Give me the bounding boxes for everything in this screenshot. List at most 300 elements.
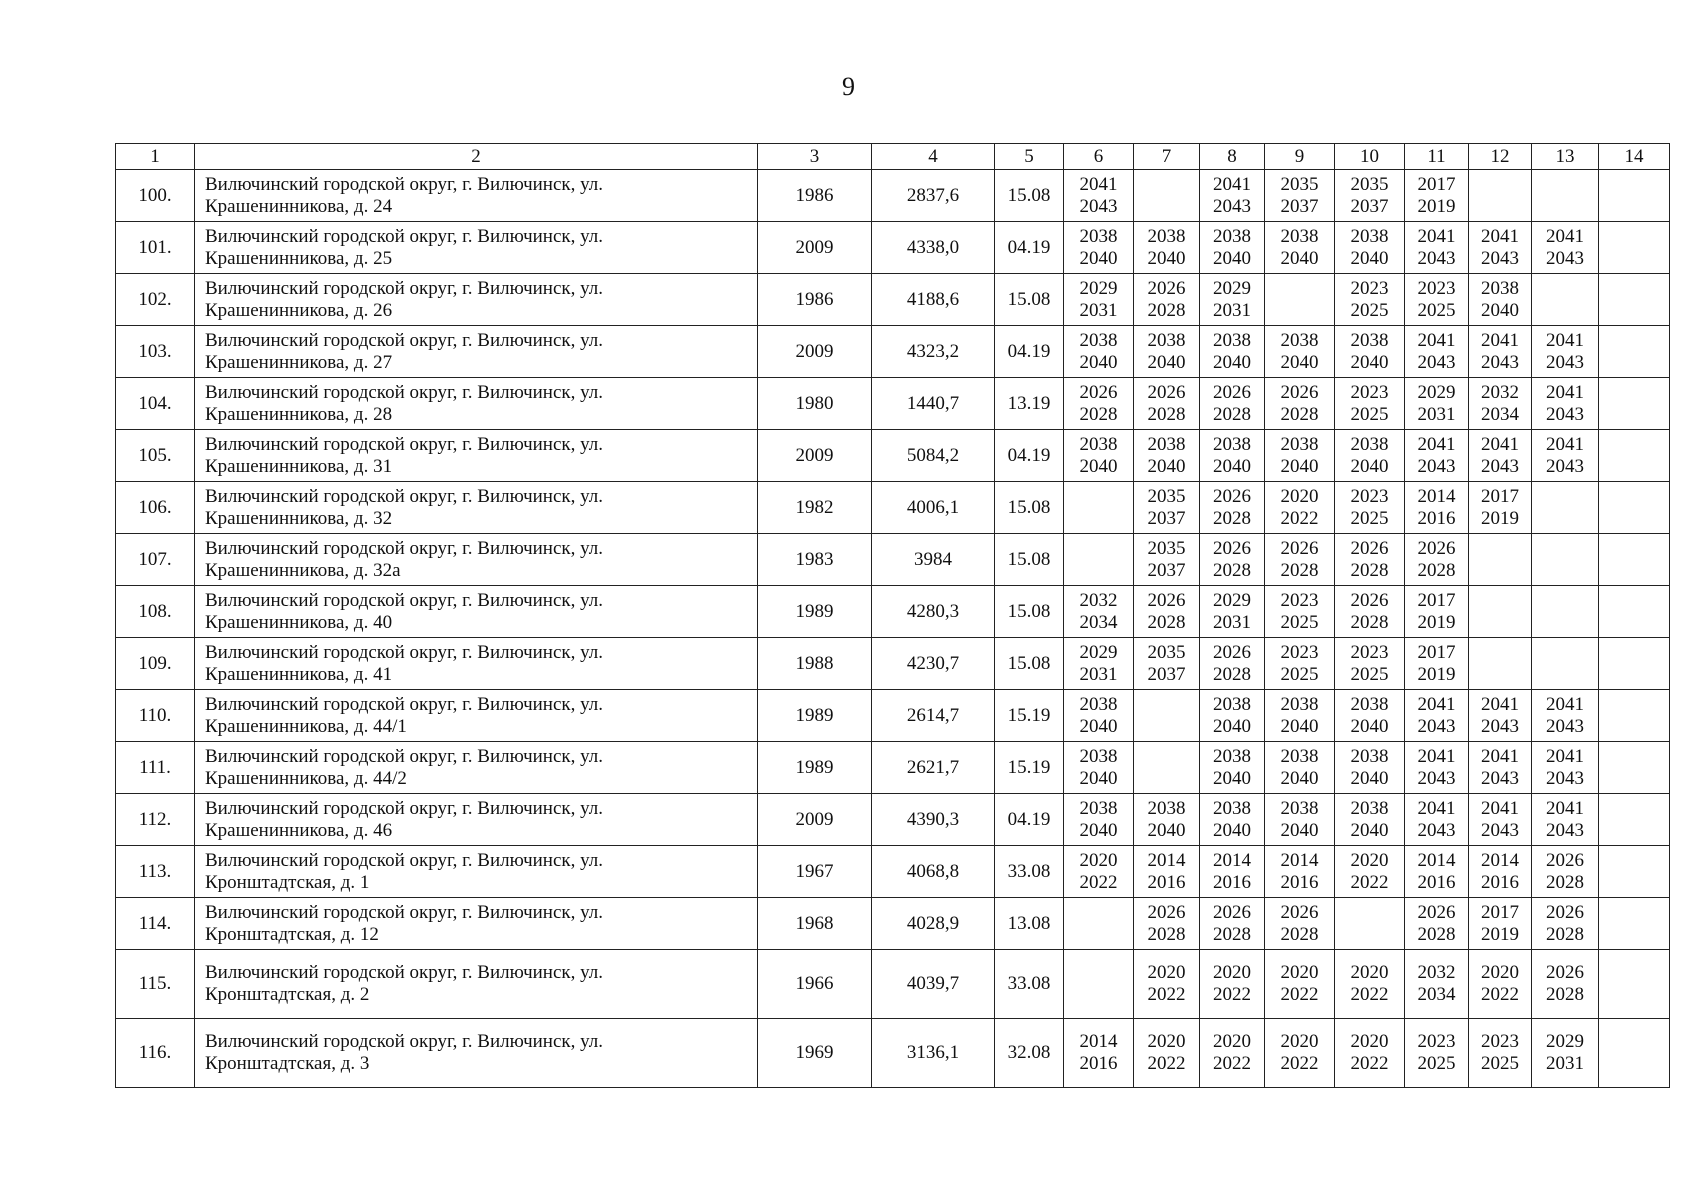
- period-year: 2025: [1280, 611, 1319, 633]
- period-cell: [1064, 482, 1134, 534]
- period-year: 2040: [1350, 247, 1389, 269]
- period-year: 2043: [1481, 351, 1519, 373]
- address-line: Вилючинский городской округ, г. Вилючинск, ул.: [205, 225, 604, 247]
- table-row: [116, 638, 1670, 690]
- period-cell: [1335, 742, 1405, 794]
- period-year: 2038: [1079, 329, 1118, 351]
- period-cell: [1200, 170, 1265, 222]
- area-cell: 5084,2: [872, 430, 995, 482]
- address-line: Крашенинникова, д. 26: [205, 299, 393, 321]
- period-year: 2040: [1213, 767, 1251, 789]
- period-cell: [1599, 742, 1670, 794]
- year-cell: 2009: [758, 794, 872, 846]
- page-number: 9: [842, 72, 855, 101]
- period-year: 2038: [1213, 797, 1251, 819]
- row-number-cell: 109.: [116, 638, 195, 690]
- period-cell: [1064, 170, 1134, 222]
- period-cell: [1405, 170, 1469, 222]
- period-year: 2034: [1417, 984, 1456, 1005]
- address-cell: [195, 742, 758, 794]
- period-year: 2041: [1546, 225, 1584, 247]
- period-year: 2040: [1147, 247, 1186, 269]
- year-cell: 1966: [758, 950, 872, 1019]
- address-cell: [195, 586, 758, 638]
- code-cell: 15.08: [995, 534, 1064, 586]
- period-year: 2043: [1481, 767, 1519, 789]
- period-year: 2016: [1417, 871, 1456, 893]
- period-cell: [1335, 378, 1405, 430]
- period-year: 2031: [1213, 611, 1251, 633]
- period-cell: [1469, 690, 1532, 742]
- period-cell: [1064, 586, 1134, 638]
- period-cell: [1405, 638, 1469, 690]
- period-year: 2026: [1147, 589, 1186, 611]
- table-row: [116, 586, 1670, 638]
- area-cell: 4338,0: [872, 222, 995, 274]
- period-year: 2041: [1481, 693, 1519, 715]
- period-year: 2038: [1147, 225, 1186, 247]
- period-cell: [1200, 690, 1265, 742]
- period-cell: [1200, 586, 1265, 638]
- period-year: 2028: [1417, 923, 1456, 945]
- period-year: 2043: [1417, 247, 1456, 269]
- period-year: 2043: [1546, 819, 1584, 841]
- period-cell: [1599, 638, 1670, 690]
- period-cell: [1134, 482, 1200, 534]
- period-cell: [1469, 586, 1532, 638]
- period-year: 2038: [1213, 329, 1251, 351]
- period-year: 2031: [1079, 663, 1118, 685]
- period-year: 2041: [1417, 433, 1456, 455]
- period-cell: [1469, 274, 1532, 326]
- period-cell: [1064, 222, 1134, 274]
- year-cell: 1982: [758, 482, 872, 534]
- address-cell: [195, 1019, 758, 1088]
- period-year: 2038: [1280, 329, 1319, 351]
- period-cell: [1469, 482, 1532, 534]
- period-year: 2023: [1481, 1031, 1519, 1052]
- address-line: Вилючинский городской округ, г. Вилючинск, ул.: [205, 537, 604, 559]
- period-cell: [1405, 378, 1469, 430]
- period-year: 2040: [1079, 351, 1118, 373]
- table-row: [116, 326, 1670, 378]
- address-line: Кронштадтская, д. 2: [205, 984, 370, 1005]
- period-year: 2020: [1280, 1031, 1319, 1052]
- code-cell: 15.08: [995, 274, 1064, 326]
- period-cell: [1064, 742, 1134, 794]
- code-cell: 15.19: [995, 690, 1064, 742]
- column-header: 12: [1469, 144, 1532, 170]
- period-cell: [1335, 534, 1405, 586]
- period-year: 2040: [1147, 455, 1186, 477]
- period-cell: [1599, 430, 1670, 482]
- period-cell: [1335, 274, 1405, 326]
- period-year: 2026: [1147, 381, 1186, 403]
- column-header: 3: [758, 144, 872, 170]
- period-year: 2028: [1546, 923, 1584, 945]
- period-year: 2041: [1417, 693, 1456, 715]
- period-year: 2022: [1079, 871, 1118, 893]
- year-cell: 1989: [758, 742, 872, 794]
- address-cell: [195, 638, 758, 690]
- period-year: 2025: [1350, 403, 1389, 425]
- period-cell: [1134, 170, 1200, 222]
- period-year: 2029: [1213, 277, 1251, 299]
- table-row: [116, 898, 1670, 950]
- period-cell: [1335, 1019, 1405, 1088]
- period-year: 2022: [1280, 984, 1319, 1005]
- period-year: 2026: [1213, 901, 1251, 923]
- period-cell: [1064, 1019, 1134, 1088]
- address-cell: [195, 950, 758, 1019]
- period-year: 2040: [1213, 715, 1251, 737]
- period-year: 2032: [1481, 381, 1519, 403]
- period-cell: [1335, 222, 1405, 274]
- period-cell: [1064, 326, 1134, 378]
- code-cell: 04.19: [995, 430, 1064, 482]
- period-year: 2026: [1280, 901, 1319, 923]
- period-year: 2041: [1546, 797, 1584, 819]
- row-number-cell: 116.: [116, 1019, 195, 1088]
- period-cell: [1064, 898, 1134, 950]
- period-cell: [1335, 482, 1405, 534]
- period-cell: [1405, 846, 1469, 898]
- table-row: [116, 534, 1670, 586]
- address-line: Крашенинникова, д. 27: [205, 351, 393, 373]
- period-year: 2014: [1213, 849, 1251, 871]
- address-line: Вилючинский городской округ, г. Вилючинск, ул.: [205, 589, 604, 611]
- period-year: 2038: [1280, 225, 1319, 247]
- period-year: 2038: [1079, 745, 1118, 767]
- period-year: 2023: [1280, 589, 1319, 611]
- period-year: 2041: [1546, 381, 1584, 403]
- period-cell: [1134, 742, 1200, 794]
- period-year: 2020: [1147, 1031, 1186, 1052]
- period-cell: [1335, 898, 1405, 950]
- area-cell: 4068,8: [872, 846, 995, 898]
- period-year: 2040: [1079, 247, 1118, 269]
- period-year: 2040: [1350, 455, 1389, 477]
- area-cell: 4028,9: [872, 898, 995, 950]
- address-cell: [195, 222, 758, 274]
- table-row: [116, 846, 1670, 898]
- period-cell: [1134, 378, 1200, 430]
- period-year: 2017: [1417, 173, 1456, 195]
- period-cell: [1200, 430, 1265, 482]
- area-cell: 4039,7: [872, 950, 995, 1019]
- code-cell: 33.08: [995, 950, 1064, 1019]
- period-year: 2019: [1481, 923, 1519, 945]
- period-cell: [1134, 326, 1200, 378]
- address-cell: [195, 794, 758, 846]
- address-line: Крашенинникова, д. 25: [205, 247, 393, 269]
- period-cell: [1064, 846, 1134, 898]
- address-line: Кронштадтская, д. 3: [205, 1053, 370, 1074]
- address-line: Вилючинский городской округ, г. Вилючинск, ул.: [205, 433, 604, 455]
- period-cell: [1532, 846, 1599, 898]
- period-cell: [1599, 222, 1670, 274]
- code-cell: 15.08: [995, 170, 1064, 222]
- period-year: 2028: [1147, 611, 1186, 633]
- address-line: Кронштадтская, д. 12: [205, 923, 379, 945]
- period-year: 2037: [1350, 195, 1389, 217]
- period-cell: [1200, 742, 1265, 794]
- period-year: 2026: [1079, 381, 1118, 403]
- period-cell: [1405, 534, 1469, 586]
- period-year: 2026: [1280, 381, 1319, 403]
- period-year: 2038: [1079, 433, 1118, 455]
- period-cell: [1469, 638, 1532, 690]
- period-year: 2041: [1417, 329, 1456, 351]
- period-year: 2028: [1147, 299, 1186, 321]
- period-year: 2025: [1350, 507, 1389, 529]
- period-cell: [1134, 898, 1200, 950]
- period-year: 2040: [1280, 455, 1319, 477]
- period-cell: [1469, 794, 1532, 846]
- period-cell: [1599, 326, 1670, 378]
- column-header: 13: [1532, 144, 1599, 170]
- row-number-cell: 111.: [116, 742, 195, 794]
- period-year: 2043: [1417, 351, 1456, 373]
- period-cell: [1469, 950, 1532, 1019]
- period-year: 2040: [1147, 819, 1186, 841]
- column-header: 5: [995, 144, 1064, 170]
- period-year: 2035: [1350, 173, 1389, 195]
- period-cell: [1134, 638, 1200, 690]
- period-year: 2023: [1280, 641, 1319, 663]
- period-cell: [1064, 274, 1134, 326]
- column-header: 6: [1064, 144, 1134, 170]
- period-year: 2040: [1280, 819, 1319, 841]
- period-year: 2043: [1213, 195, 1251, 217]
- period-year: 2040: [1280, 767, 1319, 789]
- register-table: [115, 143, 1670, 1088]
- period-year: 2038: [1147, 433, 1186, 455]
- period-year: 2034: [1079, 611, 1118, 633]
- column-header: 9: [1265, 144, 1335, 170]
- period-cell: [1335, 170, 1405, 222]
- period-year: 2020: [1350, 962, 1389, 983]
- table-row: [116, 950, 1670, 1019]
- column-header: 1: [116, 144, 195, 170]
- period-cell: [1265, 898, 1335, 950]
- table-row: [116, 430, 1670, 482]
- period-cell: [1532, 950, 1599, 1019]
- address-line: Крашенинникова, д. 40: [205, 611, 393, 633]
- period-year: 2038: [1213, 225, 1251, 247]
- period-cell: [1532, 274, 1599, 326]
- period-year: 2029: [1079, 641, 1118, 663]
- period-year: 2025: [1280, 663, 1319, 685]
- period-cell: [1265, 690, 1335, 742]
- period-cell: [1335, 690, 1405, 742]
- area-cell: 3984: [872, 534, 995, 586]
- period-year: 2020: [1280, 485, 1319, 507]
- period-cell: [1405, 950, 1469, 1019]
- period-year: 2032: [1079, 589, 1118, 611]
- period-year: 2020: [1079, 849, 1118, 871]
- period-year: 2040: [1079, 819, 1118, 841]
- period-year: 2029: [1079, 277, 1118, 299]
- year-cell: 1969: [758, 1019, 872, 1088]
- address-line: Вилючинский городской округ, г. Вилючинск, ул.: [205, 485, 604, 507]
- row-number-cell: 101.: [116, 222, 195, 274]
- period-cell: [1265, 846, 1335, 898]
- address-line: Вилючинский городской округ, г. Вилючинск, ул.: [205, 277, 604, 299]
- period-cell: [1469, 534, 1532, 586]
- period-year: 2028: [1350, 559, 1389, 581]
- table-row: [116, 222, 1670, 274]
- column-header: 2: [195, 144, 758, 170]
- period-year: 2028: [1546, 984, 1584, 1005]
- period-cell: [1265, 534, 1335, 586]
- period-cell: [1265, 170, 1335, 222]
- period-year: 2025: [1350, 299, 1389, 321]
- row-number-cell: 113.: [116, 846, 195, 898]
- address-cell: [195, 170, 758, 222]
- period-cell: [1405, 274, 1469, 326]
- address-line: Крашенинникова, д. 31: [205, 455, 393, 477]
- period-year: 2028: [1147, 403, 1186, 425]
- period-cell: [1405, 1019, 1469, 1088]
- period-year: 2040: [1280, 351, 1319, 373]
- period-cell: [1200, 534, 1265, 586]
- period-cell: [1064, 638, 1134, 690]
- period-year: 2022: [1481, 984, 1519, 1005]
- period-cell: [1532, 586, 1599, 638]
- period-cell: [1134, 690, 1200, 742]
- period-year: 2043: [1417, 715, 1456, 737]
- period-cell: [1064, 690, 1134, 742]
- period-year: 2026: [1417, 901, 1456, 923]
- period-year: 2019: [1417, 663, 1456, 685]
- area-cell: 3136,1: [872, 1019, 995, 1088]
- period-year: 2038: [1350, 225, 1389, 247]
- period-year: 2035: [1147, 485, 1186, 507]
- period-year: 2032: [1417, 962, 1456, 983]
- period-cell: [1532, 430, 1599, 482]
- period-year: 2043: [1546, 403, 1584, 425]
- period-year: 2035: [1280, 173, 1319, 195]
- period-year: 2037: [1280, 195, 1319, 217]
- period-cell: [1599, 1019, 1670, 1088]
- period-year: 2040: [1350, 351, 1389, 373]
- period-year: 2041: [1213, 173, 1251, 195]
- period-year: 2038: [1280, 433, 1319, 455]
- period-year: 2028: [1546, 871, 1584, 893]
- period-year: 2040: [1350, 819, 1389, 841]
- period-year: 2028: [1213, 663, 1251, 685]
- period-cell: [1532, 222, 1599, 274]
- period-year: 2020: [1350, 1031, 1389, 1052]
- table-row: [116, 1019, 1670, 1088]
- address-cell: [195, 378, 758, 430]
- period-year: 2014: [1147, 849, 1186, 871]
- period-year: 2020: [1213, 962, 1251, 983]
- period-cell: [1469, 222, 1532, 274]
- period-year: 2016: [1213, 871, 1251, 893]
- address-line: Вилючинский городской округ, г. Вилючинск, ул.: [205, 329, 604, 351]
- column-header: 14: [1599, 144, 1670, 170]
- period-year: 2037: [1147, 663, 1186, 685]
- address-line: Вилючинский городской округ, г. Вилючинск, ул.: [205, 849, 604, 871]
- period-cell: [1532, 690, 1599, 742]
- period-year: 2017: [1417, 589, 1456, 611]
- period-year: 2031: [1546, 1053, 1584, 1074]
- period-year: 2022: [1213, 1053, 1251, 1074]
- period-year: 2038: [1481, 277, 1519, 299]
- period-cell: [1265, 430, 1335, 482]
- column-header: 10: [1335, 144, 1405, 170]
- period-year: 2040: [1280, 247, 1319, 269]
- period-year: 2019: [1417, 195, 1456, 217]
- period-year: 2038: [1350, 693, 1389, 715]
- address-cell: [195, 482, 758, 534]
- period-year: 2040: [1350, 715, 1389, 737]
- period-year: 2041: [1079, 173, 1118, 195]
- period-year: 2025: [1481, 1053, 1519, 1074]
- period-year: 2023: [1417, 277, 1456, 299]
- code-cell: 13.08: [995, 898, 1064, 950]
- period-cell: [1335, 846, 1405, 898]
- period-year: 2025: [1350, 663, 1389, 685]
- period-cell: [1532, 326, 1599, 378]
- period-cell: [1599, 794, 1670, 846]
- address-cell: [195, 430, 758, 482]
- period-year: 2043: [1417, 767, 1456, 789]
- address-line: Крашенинникова, д. 44/2: [205, 767, 407, 789]
- period-year: 2040: [1213, 819, 1251, 841]
- address-cell: [195, 690, 758, 742]
- address-line: Вилючинский городской округ, г. Вилючинск, ул.: [205, 745, 604, 767]
- period-cell: [1405, 898, 1469, 950]
- row-number-cell: 102.: [116, 274, 195, 326]
- period-year: 2020: [1350, 849, 1389, 871]
- period-cell: [1335, 326, 1405, 378]
- year-cell: 1986: [758, 170, 872, 222]
- code-cell: 04.19: [995, 222, 1064, 274]
- period-year: 2043: [1481, 247, 1519, 269]
- period-cell: [1134, 794, 1200, 846]
- address-line: Вилючинский городской округ, г. Вилючинск, ул.: [205, 693, 604, 715]
- period-year: 2023: [1417, 1031, 1456, 1052]
- period-cell: [1469, 1019, 1532, 1088]
- period-year: 2038: [1079, 225, 1118, 247]
- period-cell: [1532, 1019, 1599, 1088]
- period-year: 2038: [1079, 693, 1118, 715]
- address-line: Крашенинникова, д. 32а: [205, 559, 401, 581]
- area-cell: 4188,6: [872, 274, 995, 326]
- period-cell: [1405, 222, 1469, 274]
- period-year: 2023: [1350, 381, 1389, 403]
- period-year: 2038: [1213, 693, 1251, 715]
- period-cell: [1405, 326, 1469, 378]
- period-cell: [1265, 950, 1335, 1019]
- address-cell: [195, 846, 758, 898]
- area-cell: 4280,3: [872, 586, 995, 638]
- period-year: 2026: [1213, 485, 1251, 507]
- period-cell: [1469, 326, 1532, 378]
- period-year: 2040: [1213, 455, 1251, 477]
- period-year: 2043: [1546, 351, 1584, 373]
- period-year: 2043: [1546, 455, 1584, 477]
- area-cell: 2614,7: [872, 690, 995, 742]
- period-year: 2038: [1280, 745, 1319, 767]
- period-year: 2043: [1481, 819, 1519, 841]
- period-year: 2028: [1213, 403, 1251, 425]
- period-year: 2020: [1280, 962, 1319, 983]
- period-cell: [1134, 222, 1200, 274]
